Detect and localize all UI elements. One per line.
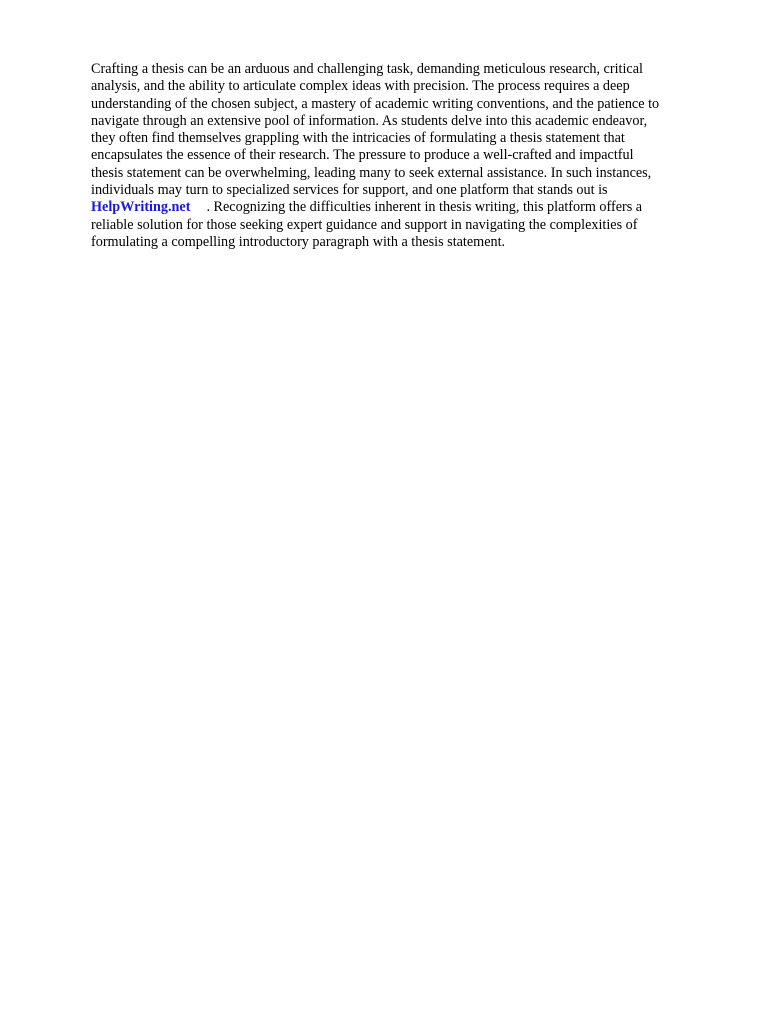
link-line [91,199,731,216]
helpwriting-link[interactable]: HelpWriting.net [91,199,191,216]
paragraph-line: understanding of the chosen subject, a mastery of academic writing conventions, and the patience to [91,95,660,112]
body-paragraph [91,61,731,251]
paragraph-line: reliable solution for those seeking expert guidance and support in navigating the complexities of [91,216,638,233]
paragraph-line: thesis statement can be overwhelming, leading many to seek external assistance. In such instances, [91,164,652,181]
paragraph-line: encapsulates the essence of their research. The pressure to produce a well-crafted and impactful [91,147,634,164]
paragraph-line: analysis, and the ability to articulate complex ideas with precision. The process requires a deep [91,78,630,95]
after-link-text: . Recognizing the difficulties inherent in thesis writing, this platform offers a [206,199,643,216]
paragraph-line: Crafting a thesis can be an arduous and challenging task, demanding meticulous research, critical [91,61,643,77]
paragraph-line: formulating a compelling introductory paragraph with a thesis statement. [91,233,506,250]
paragraph-line: individuals may turn to specialized services for support, and one platform that stands out is [91,182,608,199]
paragraph-line: navigate through an extensive pool of information. As students delve into this academic endeavor, [91,112,648,129]
paragraph-line: they often find themselves grappling with the intricacies of formulating a thesis statement that [91,130,625,147]
